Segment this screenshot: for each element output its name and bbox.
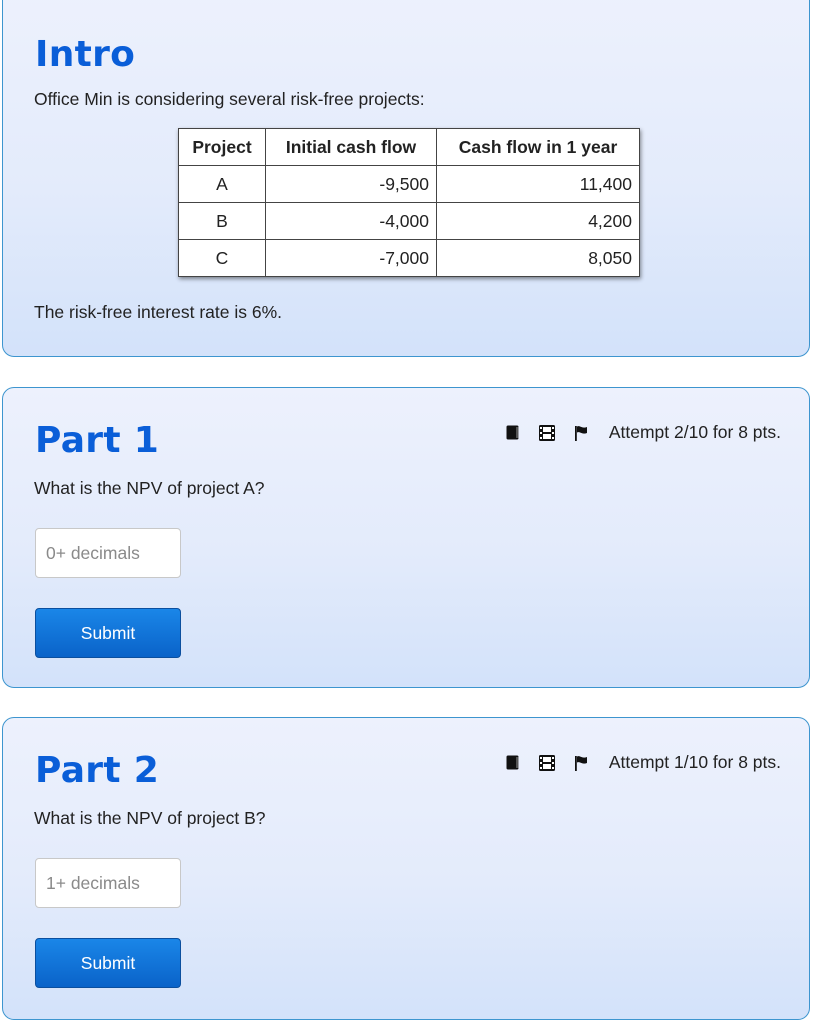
part-1-title: Part 1 [35,420,160,461]
column-header-initial-cash-flow: Initial cash flow [266,129,437,166]
initial-cash-flow-cell: -9,500 [266,166,437,203]
film-icon[interactable] [539,425,555,441]
cash-flow-1-year-cell: 4,200 [437,203,640,240]
initial-cash-flow-cell: -7,000 [266,240,437,277]
part-2-question: What is the NPV of project B? [34,808,266,828]
intro-title: Intro [35,34,136,75]
project-cell: A [179,166,266,203]
cash-flow-1-year-cell: 8,050 [437,240,640,277]
table-row [179,240,640,277]
intro-card [2,0,810,357]
initial-cash-flow-cell: -4,000 [266,203,437,240]
book-icon[interactable] [506,425,520,440]
projects-table [178,128,640,277]
interest-rate-text: The risk-free interest rate is 6%. [34,302,282,322]
flag-icon[interactable] [574,755,588,771]
answer-input[interactable] [35,528,181,578]
submit-button[interactable]: Submit [35,938,181,988]
column-header-project: Project [179,129,266,166]
attempt-text: Attempt 1/10 for 8 pts. [608,752,781,772]
attempt-text: Attempt 2/10 for 8 pts. [608,422,781,442]
part-1-card [2,387,810,688]
column-header-cash-flow-1-year: Cash flow in 1 year [437,129,640,166]
part-2-toolbar [506,752,781,773]
part-1-question: What is the NPV of project A? [34,478,265,498]
book-icon[interactable] [506,755,520,770]
cash-flow-1-year-cell: 11,400 [437,166,640,203]
submit-button[interactable]: Submit [35,608,181,658]
film-icon[interactable] [539,755,555,771]
table-row [179,203,640,240]
table-header-row [179,129,640,166]
intro-text: Office Min is considering several risk-free projects: [34,89,425,109]
table-row [179,166,640,203]
flag-icon[interactable] [574,425,588,441]
part-2-title: Part 2 [35,750,160,791]
project-cell: C [179,240,266,277]
project-cell: B [179,203,266,240]
answer-input[interactable] [35,858,181,908]
part-2-card [2,717,810,1020]
part-1-toolbar [506,422,781,443]
